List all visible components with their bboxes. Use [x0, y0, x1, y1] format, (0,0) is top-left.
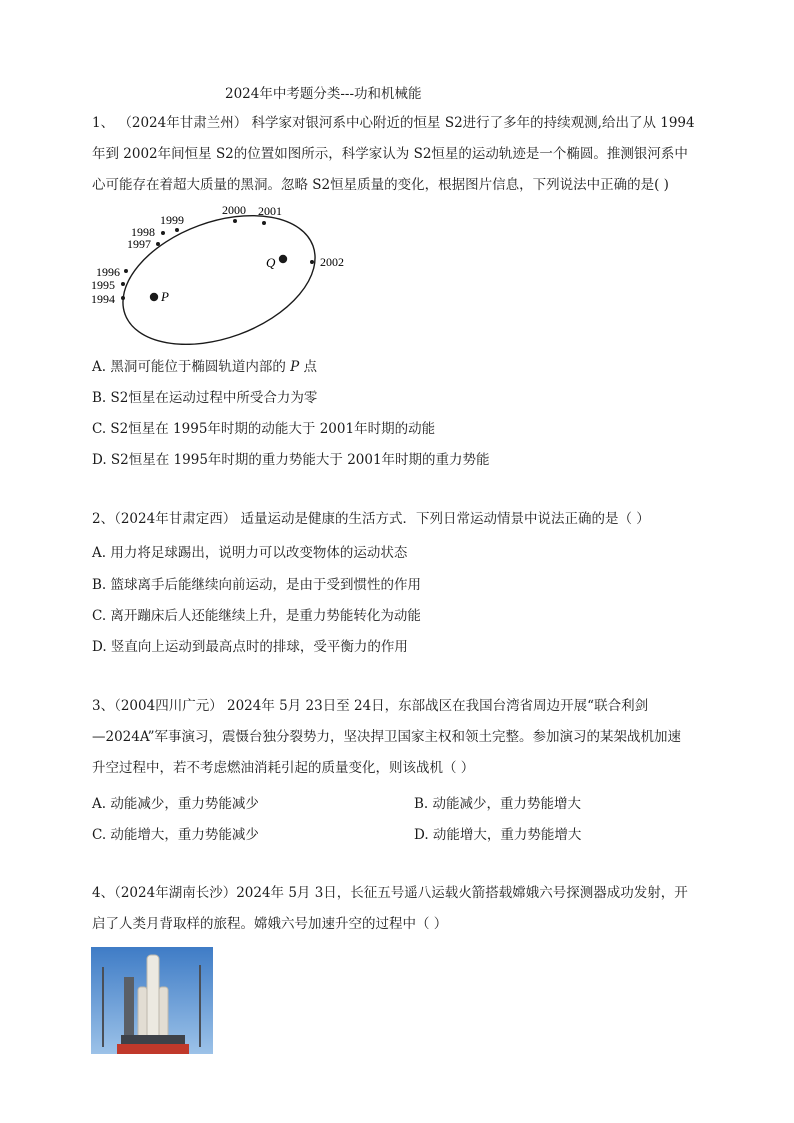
orbit-point-1997 [156, 242, 160, 246]
q1-stem-line-3: 心可能存在着超大质量的黑洞。忽略 S2恒星质量的变化，根据图片信息，下列说法中正确的是( ) [92, 177, 669, 193]
q1-option-c[interactable]: C. S2恒星在 1995年时期的动能大于 2001年时期的动能 [92, 421, 436, 437]
q3-option-b[interactable]: B. 动能减少，重力势能增大 [414, 796, 582, 812]
q2-option-b[interactable]: B. 篮球离手后能继续向前运动，是由于受到惯性的作用 [92, 577, 422, 593]
q1-option-b[interactable]: B. S2恒星在运动过程中所受合力为零 [92, 390, 318, 406]
q1-option-a-suffix: 点 [299, 359, 318, 375]
q3-option-a[interactable]: A. 动能减少，重力势能减少 [92, 796, 259, 812]
year-label-2002: 2002 [320, 255, 344, 269]
year-label-2000: 2000 [222, 203, 246, 217]
year-label-1998: 1998 [131, 225, 155, 239]
point-q-marker [279, 255, 287, 263]
rocket-core [147, 955, 159, 1039]
q2-option-d[interactable]: D. 竖直向上运动到最高点时的排球，受平衡力的作用 [92, 639, 408, 655]
q2-option-c[interactable]: C. 离开蹦床后人还能继续上升，是重力势能转化为动能 [92, 608, 421, 624]
point-p-marker [150, 293, 158, 301]
point-p-label: P [161, 289, 169, 304]
orbit-point-1995 [121, 282, 125, 286]
year-label-1994: 1994 [91, 292, 115, 306]
q1-option-a[interactable] [92, 355, 317, 375]
launch-platform [117, 1044, 189, 1054]
q3-option-c[interactable]: C. 动能增大，重力势能减少 [92, 827, 259, 843]
q2-option-a[interactable]: A. 用力将足球踢出，说明力可以改变物体的运动状态 [92, 545, 408, 561]
q1-option-a-text: A. 黑洞可能位于椭圆轨道内部的 [92, 359, 291, 375]
orbit-point-1996 [124, 269, 128, 273]
q4-stem-line-1: 4、（2024年湖南长沙）2024年 5月 3日，长征五号遥八运载火箭搭载嫦娥六号探测器成功发射，开 [92, 885, 688, 901]
orbit-figure [88, 200, 358, 345]
q3-stem-line-2: —2024A”军事演习，震慑台独分裂势力，坚决捍卫国家主权和领土完整。参加演习的某架战机加速 [92, 729, 682, 745]
q1-option-d[interactable]: D. S2恒星在 1995年时期的重力势能大于 2001年时期的重力势能 [92, 452, 490, 468]
year-label-1996: 1996 [96, 265, 120, 279]
year-label-1995: 1995 [91, 278, 115, 292]
q1-stem-line-2: 年到 2002年间恒星 S2的位置如图所示，科学家认为 S2恒星的运动轨迹是一个椭圆。推测银河系中 [92, 146, 688, 162]
q1-option-a-variable: P [290, 359, 300, 375]
q4-stem-line-2: 启了人类月背取样的旅程。嫦娥六号加速升空的过程中（ ） [92, 916, 448, 932]
orbit-point-2000 [233, 219, 237, 223]
launch-pad [121, 1035, 185, 1045]
orbit-ellipse [105, 200, 333, 345]
rocket-booster-right [159, 987, 168, 1039]
year-label-2001: 2001 [258, 204, 282, 218]
orbit-point-1994 [121, 296, 125, 300]
q1-stem-line-1: 1、 （2024年甘肃兰州） 科学家对银河系中心附近的恒星 S2进行了多年的持续观测,给出了从 1994 [92, 115, 695, 131]
year-label-1999: 1999 [160, 213, 184, 227]
orbit-point-2002 [310, 260, 314, 264]
rocket-booster-left [138, 987, 147, 1039]
orbit-point-1999 [175, 228, 179, 232]
q3-stem-line-3: 升空过程中，若不考虑燃油消耗引起的质量变化，则该战机（ ） [92, 760, 475, 776]
q3-option-d[interactable]: D. 动能增大，重力势能增大 [414, 827, 582, 843]
orbit-point-2001 [262, 221, 266, 225]
year-label-1997: 1997 [127, 237, 151, 251]
q3-stem-line-1: 3、（2004四川广元） 2024年 5月 23日至 24日，东部战区在我国台湾省周边开展“联合利剑 [92, 698, 649, 714]
service-tower [124, 977, 134, 1041]
orbit-point-1998 [161, 231, 165, 235]
point-q-label: Q [266, 255, 276, 270]
q2-stem: 2、（2024年甘肃定西） 适量运动是健康的生活方式．下列日常运动情景中说法正确的是（ ） [92, 511, 650, 527]
rocket-launch-photo [91, 947, 213, 1054]
page-title: 2024年中考题分类---功和机械能 [225, 86, 422, 102]
